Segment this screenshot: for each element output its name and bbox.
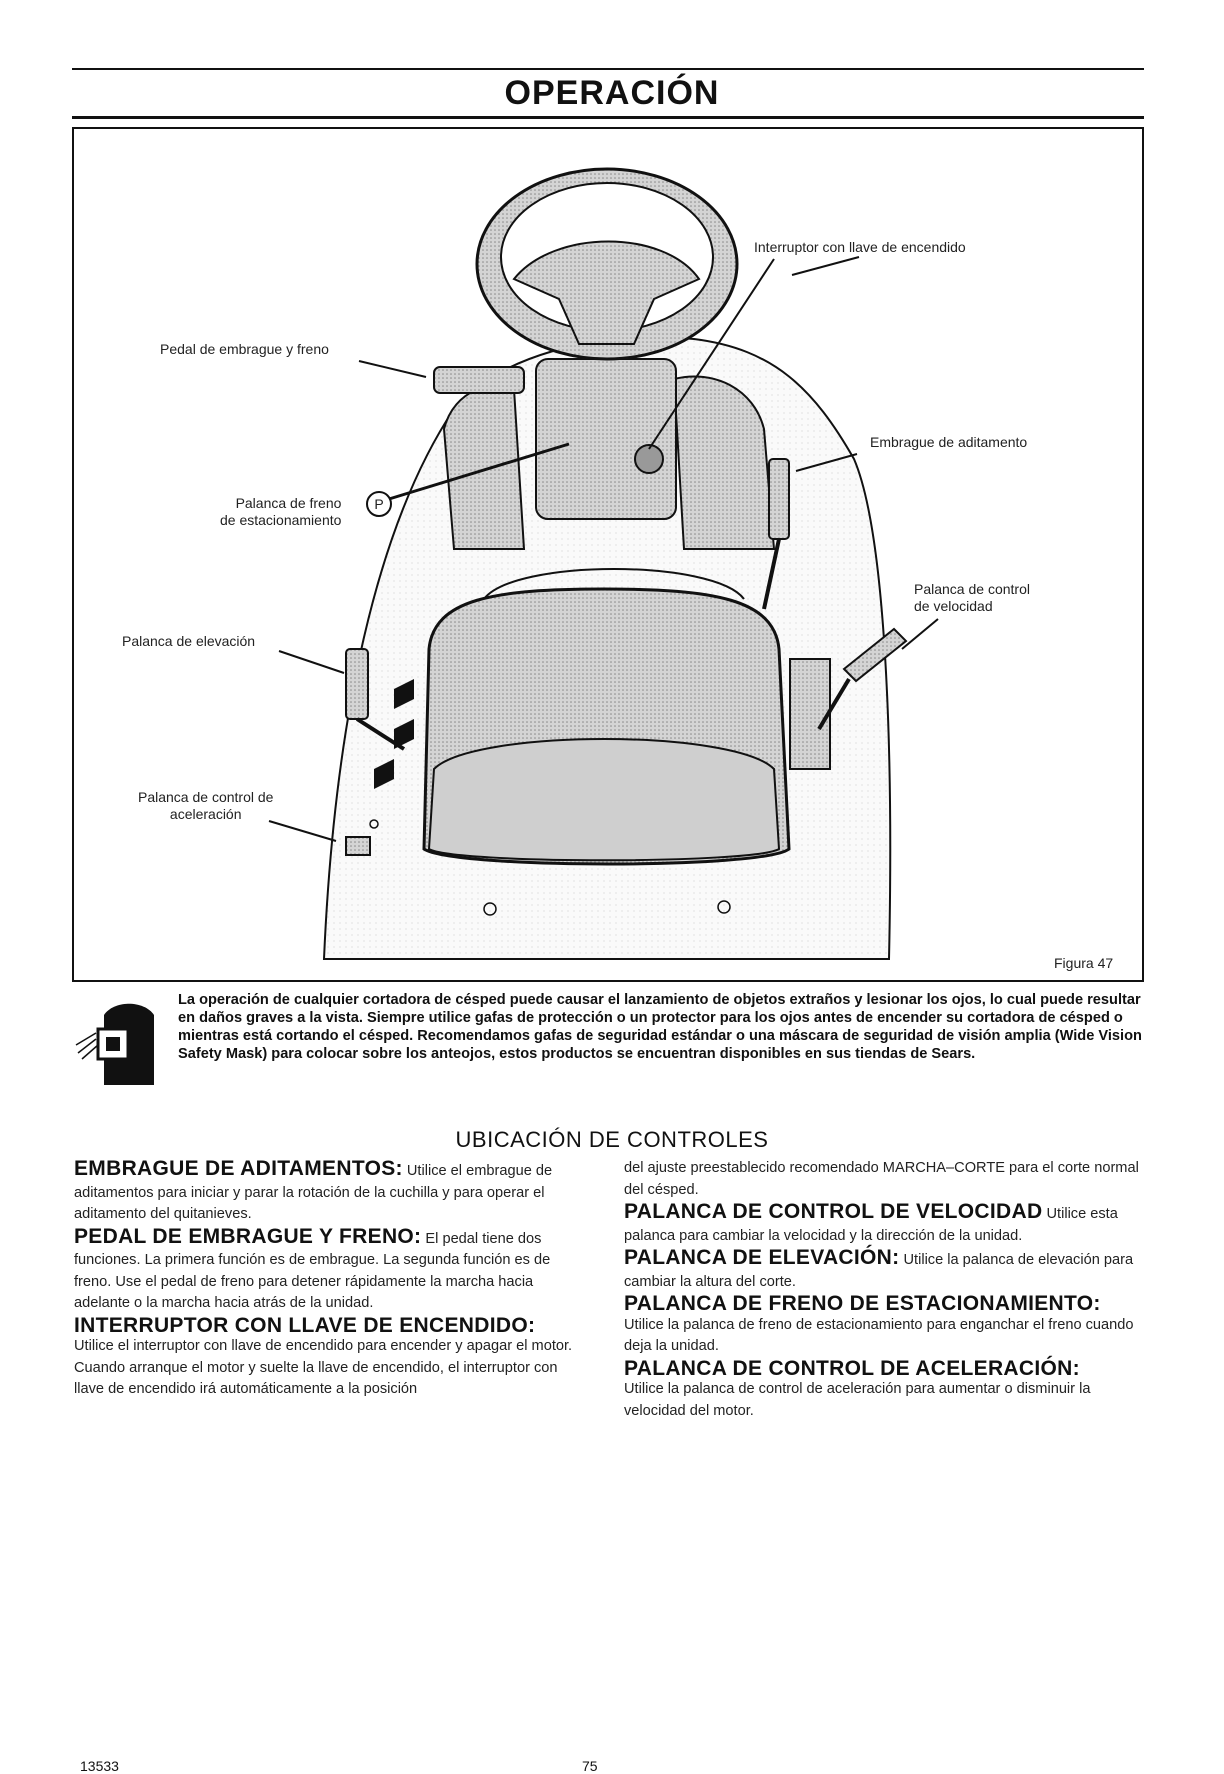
controls-left-column [74,1158,590,1401]
clutch-brake-pedal-paragraph [74,1226,590,1315]
speed-control-heading: PALANCA DE CONTROL DE VELOCIDAD [624,1200,1043,1223]
callout-parking-brake [220,495,341,529]
tractor-controls-illustration [74,129,1142,980]
callout-attachment-clutch: Embrague de aditamento [870,434,1028,450]
callout-lift-lever: Palanca de elevación [122,633,256,649]
callout-throttle [138,789,273,823]
callout-parking-brake-line1: Palanca de freno [235,495,342,511]
callout-ignition-key-switch: Interruptor con llave de encendido [754,239,966,255]
lift-lever-paragraph [624,1247,1144,1293]
safety-warning [74,991,1154,1101]
parking-symbol-icon: P [366,491,392,517]
figure-47 [72,127,1144,982]
attachment-clutch-body: Utilice el embrague de aditamentos para iniciar y parar la rotación de la cuchilla y para operar el aditamento del quitanieves. [74,1163,553,1222]
ignition-switch-body: Utilice el interruptor con llave de encendido para encender y apagar el motor. Cuando arranque el motor y suelte la llave de encendido, el interruptor con llave de encendido irá automáticamente a la posición [74,1338,573,1397]
callout-throttle-line2: aceleración [169,806,242,822]
callout-parking-brake-line2: de estacionamiento [220,512,342,528]
title-rule-top [72,68,1144,70]
speed-control-body: Utilice esta palanca para cambiar la velocidad y la dirección de la unidad. [624,1206,1118,1244]
clutch-brake-pedal-heading: PEDAL DE EMBRAGUE Y FRENO: [74,1224,422,1248]
throttle-heading: PALANCA DE CONTROL DE ACELERACIÓN: [624,1356,1080,1380]
page-number: 75 [582,1758,598,1774]
ignition-switch-heading: INTERRUPTOR CON LLAVE DE ENCENDIDO: [74,1313,536,1337]
page-title: OPERACIÓN [504,74,720,112]
parking-brake-heading: PALANCA DE FRENO DE ESTACIONAMIENTO: [624,1292,1101,1315]
callout-throttle-line1: Palanca de control de [138,789,274,805]
document-code: 13533 [80,1758,119,1774]
callout-speed-control-line2: de velocidad [914,598,993,614]
clutch-brake-pedal-body: El pedal tiene dos funciones. La primera función es de embrague. La segunda función es de freno. Use el pedal de freno para detener rápidamente la marcha hacia adelante o la marcha hacia atrás de la unidad. [74,1230,551,1311]
parking-brake-body: Utilice la palanca de freno de estacionamiento para enganchar el freno cuando deja la unidad. [624,1316,1134,1354]
callout-speed-control [914,581,1030,615]
speed-control-paragraph [624,1201,1144,1247]
section-title: UBICACIÓN DE CONTROLES [455,1127,769,1152]
callout-speed-control-line1: Palanca de control [914,581,1030,597]
attachment-clutch-heading: EMBRAGUE DE ADITAMENTOS: [74,1157,403,1180]
safety-goggles-icon [74,995,170,1091]
lift-lever-heading: PALANCA DE ELEVACIÓN: [624,1246,900,1269]
warning-text: La operación de cualquier cortadora de césped puede causar el lanzamiento de objetos extraños y lesionar los ojos, lo cual puede resultar en daños graves a la vista. Siempre utilice gafas de protección o un protector para los ojos antes de encender su cortadora de césped o mientras está cortando el césped. Recomendamos gafas de seguridad estándar o una máscara de seguridad de visión amplia (Wide Vision Safety Mask) para colocar sobre los anteojos, estos productos se encuentran disponibles en sus tiendas de Sears. [178,992,1142,1062]
controls-right-column [624,1158,1144,1422]
callout-clutch-brake-pedal: Pedal de embrague y freno [160,341,329,357]
lift-lever-body: Utilice la palanca de elevación para cambiar la altura del corte. [624,1252,1134,1290]
title-rule-bottom [72,116,1144,119]
figure-caption: Figura 47 [1054,955,1114,971]
attachment-clutch-paragraph [74,1158,590,1226]
throttle-body: Utilice la palanca de control de aceleración para aumentar o disminuir la velocidad del motor. [624,1381,1091,1419]
ignition-switch-body-continued: del ajuste preestablecido recomendado MARCHA–CORTE para el corte normal del césped. [624,1160,1139,1198]
